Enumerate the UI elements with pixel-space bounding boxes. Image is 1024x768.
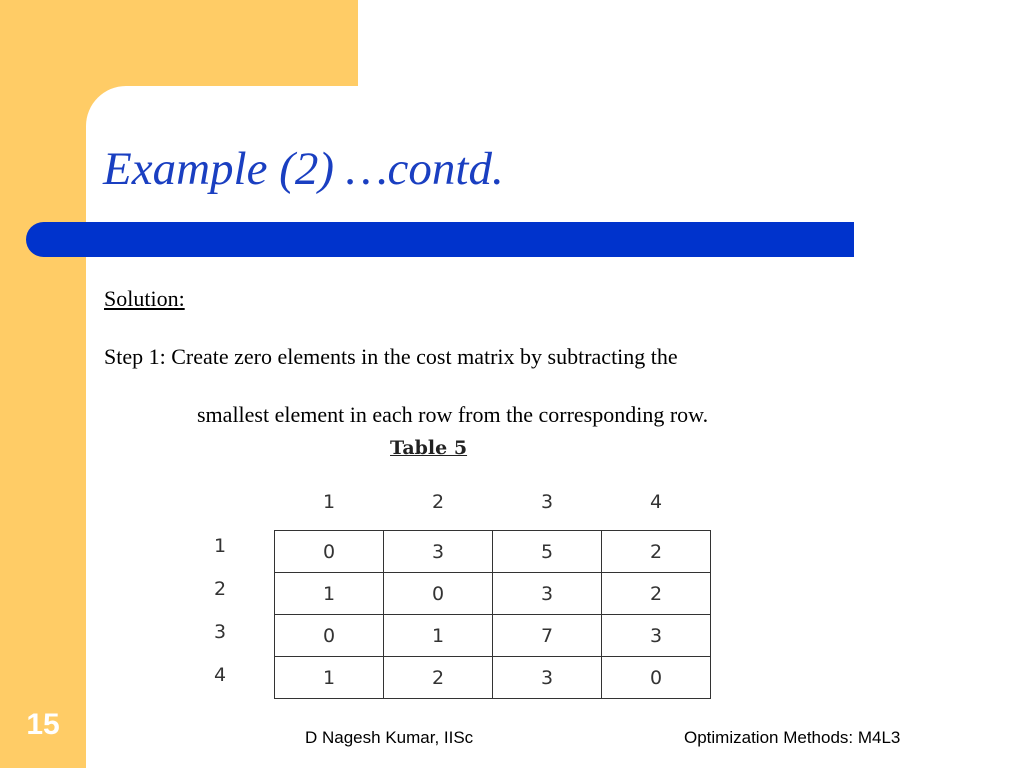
table-row xyxy=(275,531,711,573)
footer-course: Optimization Methods: M4L3 xyxy=(684,728,901,747)
table-cell: 3 xyxy=(384,531,493,573)
table-cell: 0 xyxy=(602,657,711,699)
decorative-frame-left xyxy=(0,0,86,768)
column-header: 1 xyxy=(322,491,336,513)
row-header: 1 xyxy=(213,535,227,557)
row-header: 3 xyxy=(213,621,227,643)
row-header: 2 xyxy=(213,578,227,600)
column-header: 3 xyxy=(540,491,554,513)
table-cell: 0 xyxy=(384,573,493,615)
table-cell: 1 xyxy=(384,615,493,657)
table-cell: 1 xyxy=(275,573,384,615)
table-cell: 7 xyxy=(493,615,602,657)
step-text-line-1: Step 1: Create zero elements in the cost matrix by subtracting the xyxy=(104,344,678,369)
table-cell: 3 xyxy=(493,657,602,699)
title-underline-bar xyxy=(26,222,854,257)
table-cell: 5 xyxy=(493,531,602,573)
step-text-line-2: smallest element in each row from the corresponding row. xyxy=(197,402,709,427)
table-cell: 2 xyxy=(602,573,711,615)
footer-author: D Nagesh Kumar, IISc xyxy=(305,728,474,747)
column-header: 4 xyxy=(649,491,663,513)
slide-title: Example (2) …contd. xyxy=(103,143,504,195)
table-cell: 0 xyxy=(275,615,384,657)
table-cell: 0 xyxy=(275,531,384,573)
table-row xyxy=(275,615,711,657)
solution-label: Solution: xyxy=(104,286,185,311)
table-cell: 3 xyxy=(602,615,711,657)
table-caption: Table 5 xyxy=(390,437,468,459)
page-number: 15 xyxy=(26,708,60,741)
table-cell: 3 xyxy=(493,573,602,615)
table-cell: 1 xyxy=(275,657,384,699)
cost-matrix-table xyxy=(274,530,711,699)
table-cell: 2 xyxy=(384,657,493,699)
column-header: 2 xyxy=(431,491,445,513)
table-row xyxy=(275,657,711,699)
table-row xyxy=(275,573,711,615)
row-header: 4 xyxy=(213,664,227,686)
table-cell: 2 xyxy=(602,531,711,573)
